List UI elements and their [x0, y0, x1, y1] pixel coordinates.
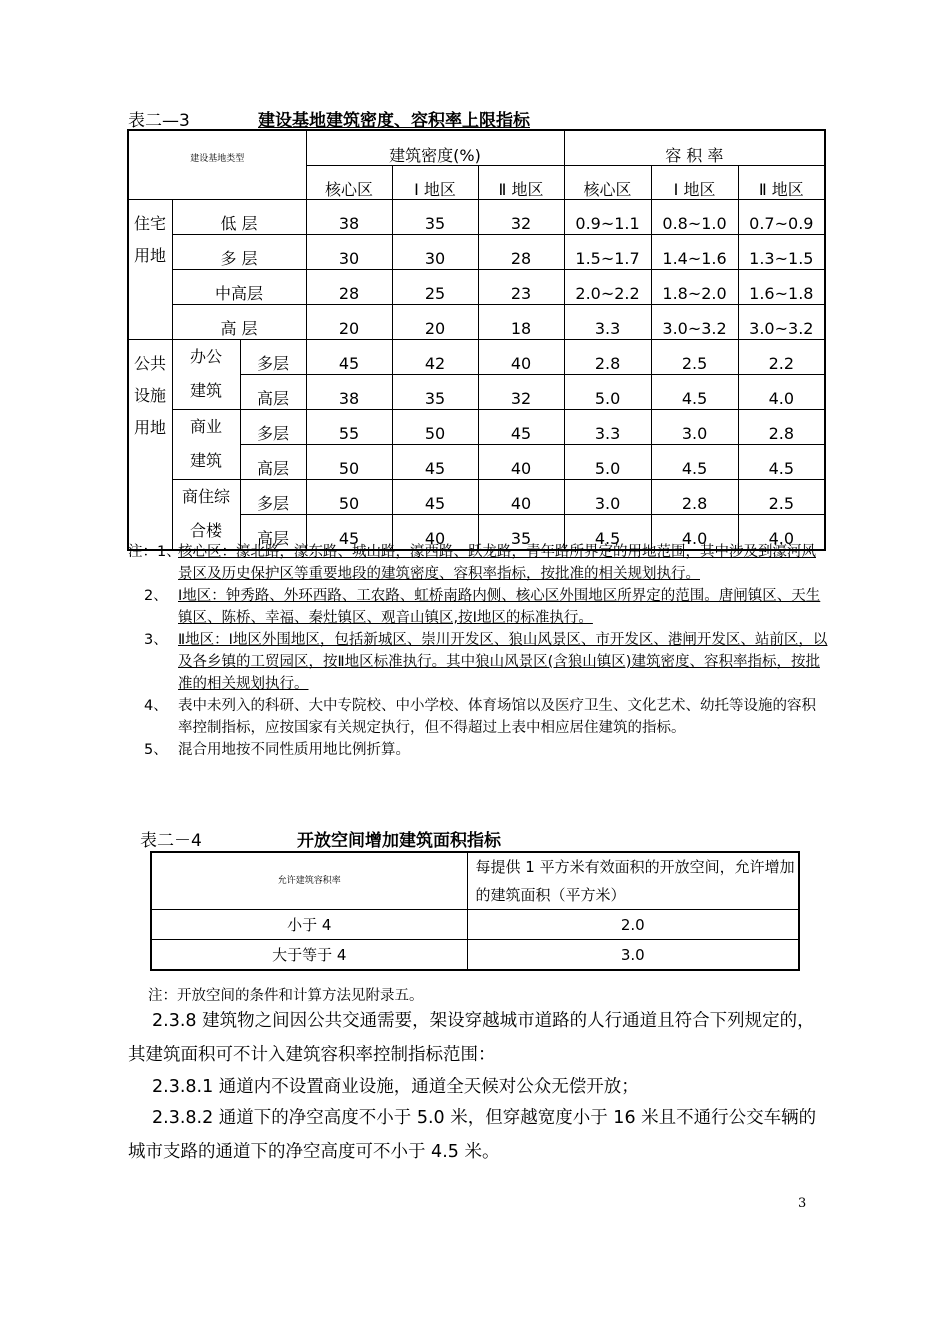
- table-cell: 3.0: [651, 410, 738, 445]
- table-cell: 小于 4: [151, 910, 467, 940]
- note-number: 3、: [144, 632, 168, 648]
- row-label: 多层: [240, 340, 306, 375]
- note-item: [128, 585, 828, 629]
- group-label-office: [172, 340, 240, 410]
- table-row: [151, 940, 799, 971]
- clause-2-3-8: [128, 1004, 818, 1072]
- table-cell: 1.3~1.5: [738, 235, 825, 270]
- table-cell: 28: [478, 235, 564, 270]
- note-text: Ⅰ地区：钟秀路、外环西路、工农路、虹桥南路内侧、核心区外围地区所界定的范围。唐闸镇区、天生镇区、陈桥、幸福、秦灶镇区、观音山镇区,按Ⅰ地区的标准执行。: [178, 588, 821, 626]
- table-cell: 40: [478, 445, 564, 480]
- table-row: [151, 910, 799, 940]
- note-text: Ⅱ地区：Ⅰ地区外围地区，包括新城区、崇川开发区、狼山风景区、市开发区、港闸开发区、站前区，以及各乡镇的工贸园区，按Ⅱ地区标准执行。其中狼山风景区(含狼山镇区)建筑密度、容积率指标，按批准的相关规划执行。: [178, 632, 828, 692]
- table-cell: 32: [478, 375, 564, 410]
- table-cell: 4.5: [651, 445, 738, 480]
- area-column-header: 每提供 1 平方米有效面积的开放空间，允许增加的建筑面积（平方米）: [467, 852, 799, 910]
- table-cell: 1.6~1.8: [738, 270, 825, 305]
- table-cell: 4.5: [564, 515, 651, 551]
- subheader-density-zone1: Ⅰ 地区: [392, 166, 478, 200]
- subheader-far-zone1: Ⅰ 地区: [651, 166, 738, 200]
- table-cell: 4.0: [651, 515, 738, 551]
- table-cell: 2.8: [738, 410, 825, 445]
- table-cell: 5.0: [564, 375, 651, 410]
- table-cell: 3.3: [564, 410, 651, 445]
- table-cell: 0.9~1.1: [564, 200, 651, 235]
- note-body: [128, 695, 828, 739]
- group-label-office-text: 办公建筑: [189, 347, 222, 400]
- note-number: 注：1、: [128, 544, 181, 560]
- clause-text: 2.3.8.1 通道内不设置商业设施，通道全天候对公众无偿开放；: [152, 1077, 639, 1097]
- row-label: 高层: [240, 515, 306, 551]
- clause-2-3-8-1: [128, 1070, 818, 1104]
- table1-caption: [128, 106, 530, 131]
- table-cell: 3.0~3.2: [651, 305, 738, 340]
- table-cell: 32: [478, 200, 564, 235]
- note-item: [128, 739, 828, 761]
- table-row: [128, 305, 825, 340]
- open-space-table: [150, 851, 800, 971]
- table-cell: 2.8: [651, 480, 738, 515]
- note-text: 表中未列入的科研、大中专院校、中小学校、体育场馆以及医疗卫生、文化艺术、幼托等设施的容积率控制指标，应按国家有关规定执行，但不得超过上表中相应居住建筑的指标。: [178, 698, 816, 736]
- table-cell: 1.8~2.0: [651, 270, 738, 305]
- table-cell: 55: [306, 410, 392, 445]
- table-cell: 50: [306, 445, 392, 480]
- note-text: 混合用地按不同性质用地比例折算。: [178, 742, 410, 758]
- density-group-header: 建筑密度(%): [306, 130, 564, 166]
- note-body: [128, 739, 828, 761]
- table2-caption-title: 开放空间增加建筑面积指标: [297, 831, 501, 851]
- table1-caption-title: 建设基地建筑密度、容积率上限指标: [258, 111, 530, 131]
- row-label: 多 层: [172, 235, 306, 270]
- table-cell: 40: [478, 480, 564, 515]
- table-cell: 35: [392, 375, 478, 410]
- note-item: [128, 629, 828, 695]
- note-body: [128, 585, 828, 629]
- page-number: 3: [798, 1196, 807, 1211]
- table-cell: 4.0: [738, 515, 825, 551]
- table-cell: 2.5: [738, 480, 825, 515]
- table-cell: 1.5~1.7: [564, 235, 651, 270]
- subheader-far-zone2: Ⅱ 地区: [738, 166, 825, 200]
- note-number: 4、: [144, 698, 168, 714]
- group-label-mixed-text: 商住综合楼: [181, 487, 230, 540]
- note-item: [128, 695, 828, 739]
- note-body: [128, 629, 828, 695]
- subheader-density-core: 核心区: [306, 166, 392, 200]
- table-cell: 18: [478, 305, 564, 340]
- table2-note: 注：开放空间的条件和计算方法见附录五。: [148, 988, 424, 1004]
- table-cell: 3.0: [467, 940, 799, 971]
- clause-text: 2.3.8.2 通道下的净空高度不小于 5.0 米，但穿越宽度小于 16 米且不通行公交车辆的城市支路的通道下的净空高度可不小于 4.5 米。: [128, 1108, 817, 1162]
- residential-label: 住宅用地: [128, 200, 172, 340]
- table-cell: 40: [478, 340, 564, 375]
- table-cell: 38: [306, 375, 392, 410]
- table-cell: 50: [392, 410, 478, 445]
- row-label: 低 层: [172, 200, 306, 235]
- group-label-mixed: [172, 480, 240, 551]
- table1-caption-prefix: 表二—3: [128, 111, 190, 131]
- row-label: 多层: [240, 410, 306, 445]
- table-cell: 20: [306, 305, 392, 340]
- density-far-table: [127, 129, 826, 551]
- note-number: 2、: [144, 588, 168, 604]
- table-cell: 0.8~1.0: [651, 200, 738, 235]
- far-group-header: 容 积 率: [564, 130, 825, 166]
- table-cell: 3.0: [564, 480, 651, 515]
- far-column-header: 允许建筑容积率: [151, 852, 467, 910]
- table-cell: 50: [306, 480, 392, 515]
- table-row: [128, 200, 825, 235]
- table-cell: 40: [392, 515, 478, 551]
- row-label: 高层: [240, 445, 306, 480]
- table-cell: 5.0: [564, 445, 651, 480]
- table2-caption: [140, 826, 501, 851]
- table-row: [128, 235, 825, 270]
- note-text: 核心区：濠北路，濠东路、城山路，濠西路、跃龙路，青年路所界定的用地范围，其中涉及到濠河风景区及历史保护区等重要地段的建筑密度、容积率指标，按批准的相关规划执行。: [178, 544, 816, 582]
- table-row: [128, 480, 825, 515]
- table-cell: 38: [306, 200, 392, 235]
- table-cell: 42: [392, 340, 478, 375]
- table-row: [128, 410, 825, 445]
- table-cell: 45: [392, 445, 478, 480]
- subheader-far-core: 核心区: [564, 166, 651, 200]
- table-cell: 45: [306, 515, 392, 551]
- group-label-commercial-text: 商业建筑: [189, 417, 222, 470]
- table-cell: 2.2: [738, 340, 825, 375]
- table-cell: 28: [306, 270, 392, 305]
- table-cell: 3.3: [564, 305, 651, 340]
- clause-text: 2.3.8 建筑物之间因公共交通需要，架设穿越城市道路的人行通道且符合下列规定的，其建筑面积可不计入建筑容积率控制指标范围：: [128, 1011, 815, 1065]
- table-cell: 20: [392, 305, 478, 340]
- table-cell: 4.5: [738, 445, 825, 480]
- table-cell: 4.5: [651, 375, 738, 410]
- row-label: 高层: [240, 375, 306, 410]
- table-row: [128, 340, 825, 375]
- note-number: 5、: [144, 742, 168, 758]
- row-label: 多层: [240, 480, 306, 515]
- table-cell: 30: [306, 235, 392, 270]
- row-label: 高 层: [172, 305, 306, 340]
- table-cell: 大于等于 4: [151, 940, 467, 971]
- table-cell: 45: [392, 480, 478, 515]
- table-cell: 0.7~0.9: [738, 200, 825, 235]
- table-cell: 4.0: [738, 375, 825, 410]
- table-cell: 3.0~3.2: [738, 305, 825, 340]
- public-facility-label: 公共设施用地: [128, 340, 172, 551]
- clause-2-3-8-2: [128, 1101, 818, 1169]
- table-cell: 25: [392, 270, 478, 305]
- note-item: [128, 541, 828, 585]
- table-cell: 2.8: [564, 340, 651, 375]
- group-label-commercial: [172, 410, 240, 480]
- table-cell: 45: [306, 340, 392, 375]
- table2-caption-prefix: 表二－4: [140, 831, 202, 851]
- table-cell: 45: [478, 410, 564, 445]
- table-cell: 2.5: [651, 340, 738, 375]
- subheader-density-zone2: Ⅱ 地区: [478, 166, 564, 200]
- table-row: [128, 270, 825, 305]
- table-cell: 1.4~1.6: [651, 235, 738, 270]
- corner-header: 建设基地类型: [128, 130, 306, 200]
- table-cell: 35: [478, 515, 564, 551]
- table-cell: 23: [478, 270, 564, 305]
- note-body: [128, 541, 828, 585]
- table-cell: 2.0~2.2: [564, 270, 651, 305]
- table-cell: 35: [392, 200, 478, 235]
- table1-notes: [128, 541, 828, 761]
- table-cell: 2.0: [467, 910, 799, 940]
- row-label: 中高层: [172, 270, 306, 305]
- table-cell: 30: [392, 235, 478, 270]
